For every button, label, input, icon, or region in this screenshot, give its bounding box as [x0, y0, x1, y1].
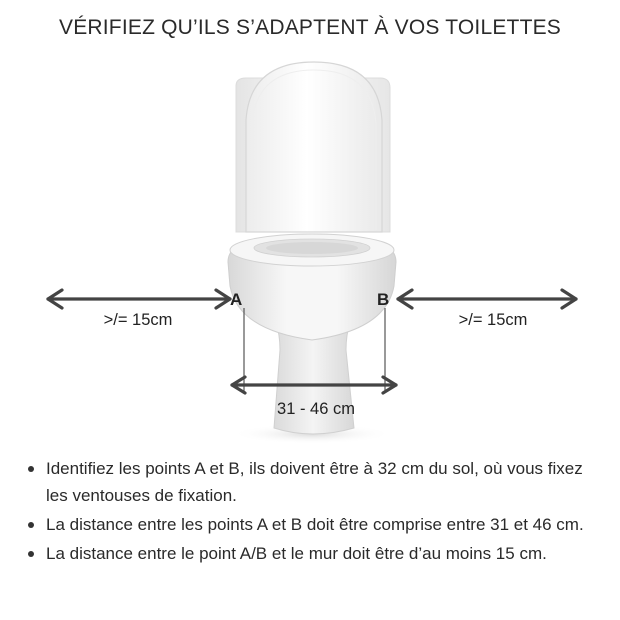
right-distance-arrow: [398, 290, 576, 308]
between-distance-label: 31 - 46 cm: [277, 400, 355, 418]
list-item: La distance entre le point A/B et le mur doit être d’au moins 15 cm.: [22, 540, 602, 567]
toilet-illustration: [228, 62, 396, 444]
left-distance-label: >/= 15cm: [103, 311, 173, 329]
point-a-label: A: [230, 290, 243, 309]
instruction-list: [22, 455, 602, 569]
list-item: La distance entre les points A et B doit être comprise entre 31 et 46 cm.: [22, 511, 602, 538]
point-b-label: B: [377, 290, 390, 309]
left-distance-arrow: [48, 290, 230, 308]
list-item: Identifiez les points A et B, ils doivent être à 32 cm du sol, où vous fixez les ventouses de fixation.: [22, 455, 602, 509]
page-title: VÉRIFIEZ QU’ILS S’ADAPTENT À VOS TOILETTES: [58, 16, 562, 39]
right-distance-label: >/= 15cm: [458, 311, 528, 329]
